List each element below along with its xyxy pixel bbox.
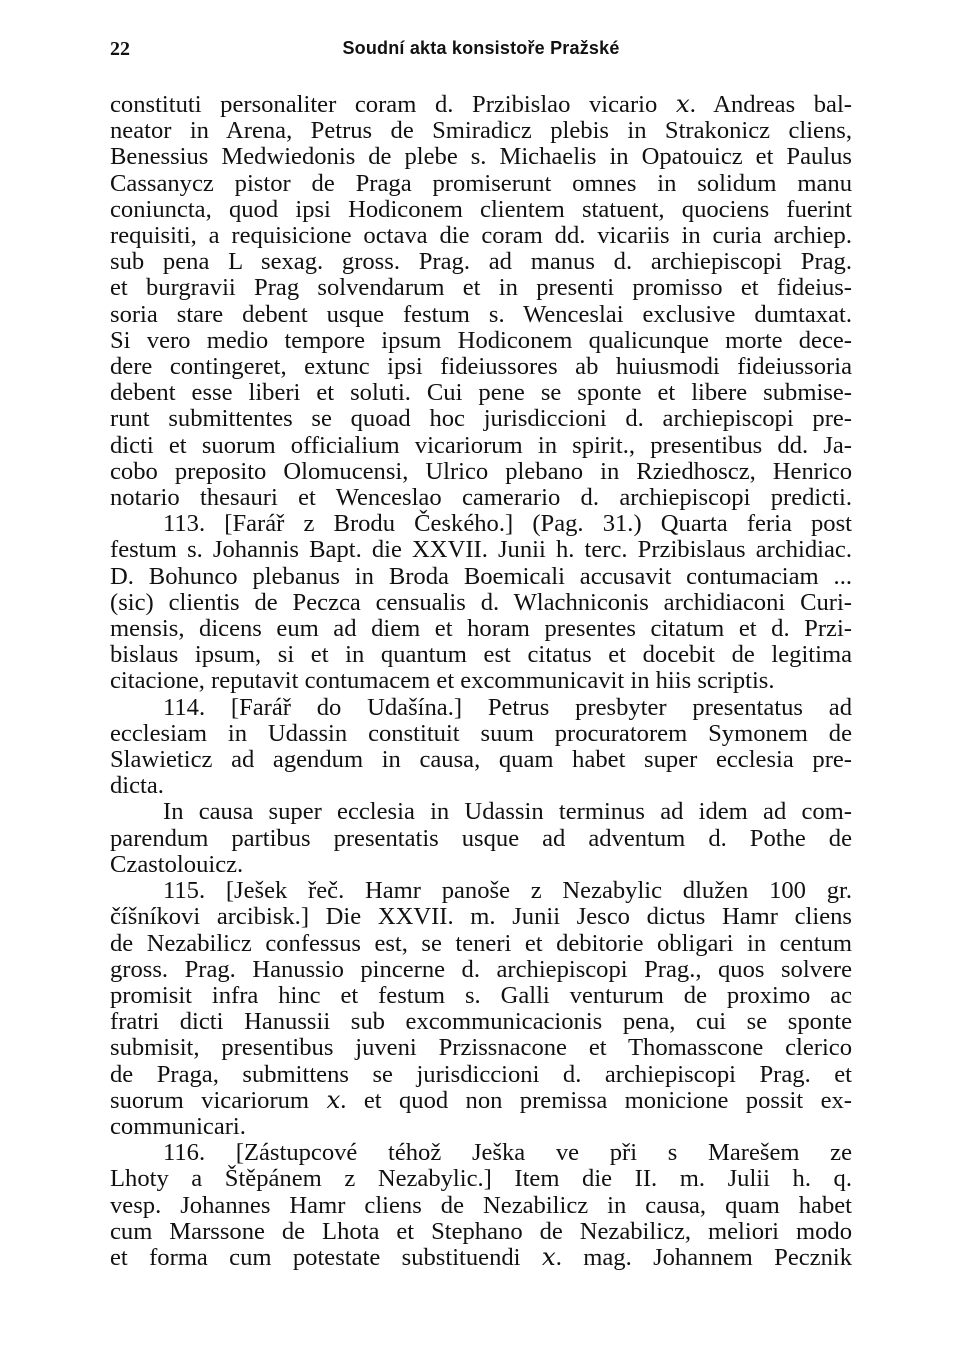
text-line: promisit infra hinc et festum s. Galli venturum de proximo ac: [110, 981, 852, 1009]
text-line: festum s. Johannis Bapt. die XXVII. Junii h. terc. Przibislaus archidiac.: [110, 536, 852, 564]
text-line: ecclesiam in Udassin constituit suum procuratorem Symonem de: [110, 719, 852, 747]
entry-113-heading: 113. [Farář z Brodu Českého.] (Pag. 31.) Quarta feria post: [163, 510, 852, 538]
text-line: cobo preposito Olomucensi, Ulrico plebano in Rziedhoscz, Henrico: [110, 457, 852, 485]
text-line: Cassanycz pistor de Praga promiserunt omnes in solidum manu: [110, 169, 852, 197]
text-line: (sic) clientis de Peczca censualis d. Wlachniconis archidiaconi Curi-: [110, 588, 852, 616]
text-line: Si vero medio tempore ipsum Hodiconem qualicunque morte dece-: [110, 326, 852, 354]
text-line: dicta.: [110, 772, 164, 800]
text-line: coniuncta, quod ipsi Hodiconem clientem statuent, quociens fuerint: [110, 195, 852, 223]
text-line: číšníkovi arcibisk.] Die XXVII. m. Junii Jesco dictus Hamr cliens: [110, 903, 852, 931]
text-line: citacione, reputavit contumacem et excommunicavit in hiis scriptis.: [110, 667, 775, 695]
running-header: [110, 38, 852, 66]
text-line: et burgravii Prag solvendarum et in presenti promisso et fideius-: [110, 274, 852, 302]
text-line: de Praga, submittens se jurisdiccioni d. archiepiscopi Prag. et: [110, 1060, 852, 1088]
text-line: Slawieticz ad agendum in causa, quam habet super ecclesia pre-: [110, 746, 852, 774]
text-line: bislaus ipsum, si et in quantum est citatus et docebit de legitima: [110, 641, 852, 669]
entry-114-heading: 114. [Farář do Udašína.] Petrus presbyter presentatus ad: [163, 693, 852, 721]
running-title: Soudní akta konsistoře Pražské: [342, 38, 620, 58]
text-line: soria stare debent usque festum s. Wenceslai exclusive dumtaxat.: [110, 300, 852, 328]
text-line: communicari.: [110, 1112, 246, 1140]
text-line: fratri dicti Hanussii sub excommunicacionis pena, cui se sponte: [110, 1008, 852, 1036]
text-line: Czastolouicz.: [110, 850, 244, 878]
text-line: cum Marssone de Lhota et Stephano de Nezabilicz, meliori modo: [110, 1217, 852, 1245]
text-line: mensis, dicens eum ad diem et horam presentes citatum et d. Przi-: [110, 615, 852, 643]
text-line: dicti et suorum officialium vicariorum in spirit., presentibus dd. Ja-: [110, 431, 852, 459]
text-line: gross. Prag. Hanussio pincerne d. archiepiscopi Prag., quos solvere: [110, 955, 852, 983]
text-line: suorum vicariorum 𝑥. et quod non premissa monicione possit ex-: [110, 1086, 852, 1114]
text-line: Benessius Medwiedonis de plebe s. Michaelis in Opatouicz et Paulus: [110, 143, 852, 171]
text-line: parendum partibus presentatis usque ad adventum d. Pothe de: [110, 824, 852, 852]
text-line: requisiti, a requisicione octava die coram dd. vicariis in curia archiep.: [110, 222, 852, 250]
entry-115-heading: 115. [Ješek řeč. Hamr panoše z Nezabylic dlužen 100 gr.: [163, 877, 852, 905]
text-line: In causa super ecclesia in Udassin terminus ad idem ad com-: [163, 798, 852, 826]
entry-116-heading: 116. [Zástupcové téhož Ješka ve při s Marešem ze: [163, 1139, 852, 1167]
page-number: 22: [110, 38, 130, 60]
text-line: sub pena L sexag. gross. Prag. ad manus d. archiepiscopi Prag.: [110, 248, 852, 276]
body-text: [110, 92, 852, 1271]
text-line: constituti personaliter coram d. Przibislao vicario 𝑥. Andreas bal-: [110, 91, 852, 118]
text-line: submisit, presentibus juveni Przissnacone et Thomasscone clerico: [110, 1034, 852, 1062]
text-line: neator in Arena, Petrus de Smiradicz plebis in Strakonicz cliens,: [110, 117, 852, 145]
text-line: runt submittentes se quoad hoc jurisdiccioni d. archiepiscopi pre-: [110, 405, 852, 433]
text-line: dere contingeret, extunc ipsi fideiussores ab huiusmodi fideiussoria: [110, 353, 852, 381]
text-line: vesp. Johannes Hamr cliens de Nezabilicz in causa, quam habet: [110, 1191, 852, 1219]
text-line: Lhoty a Štěpánem z Nezabylic.] Item die II. m. Julii h. q.: [110, 1165, 852, 1193]
text-line: notario thesauri et Wenceslao camerario d. archiepiscopi predicti.: [110, 484, 852, 512]
text-line: de Nezabilicz confessus est, se teneri et debitorie obligari in centum: [110, 929, 852, 957]
text-line: et forma cum potestate substituendi 𝑥. mag. Johannem Pecznik: [110, 1243, 852, 1271]
text-line: D. Bohunco plebanus in Broda Boemicali accusavit contumaciam ...: [110, 562, 852, 590]
text-line: debent esse liberi et soluti. Cui pene se sponte et libere submise-: [110, 379, 852, 407]
